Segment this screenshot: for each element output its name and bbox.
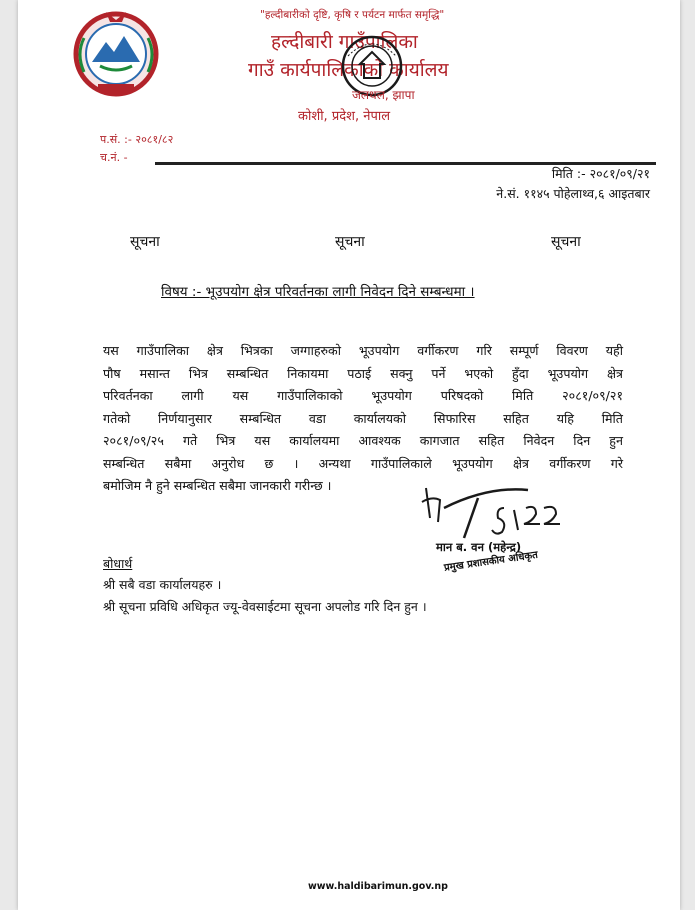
body-line: गतेको निर्णयानुसार सम्बन्धित वडा कार्यालयको सिफारिस सहित यहि मिति: [103, 410, 623, 426]
date-nepal-sambat: ने.सं. ११४५ पोहेलाथ्व,६ आइतबार: [496, 186, 650, 201]
date-bs: मिति :- २०८१/०९/२१: [551, 166, 650, 181]
signatory-name: मान ब. वन (महेन्द्र): [436, 540, 522, 554]
slogan: "हल्दीबारीको दृष्टि, कृषि र पर्यटन मार्फत समृद्धि": [260, 9, 445, 21]
body-line: बमोजिम नै हुने सम्बन्धित सबैमा जानकारी गरीन्छ ।: [103, 478, 332, 493]
address-line-1: जलथल, झापा: [352, 88, 415, 102]
address-line-2: कोशी, प्रदेश, नेपाल: [298, 109, 391, 124]
notice-label: सूचना: [335, 234, 365, 250]
letter-page: [18, 0, 680, 910]
reference-number: प.सं. :- २०८१/८२: [100, 133, 174, 146]
body-line: यस गाउँपालिका क्षेत्र भित्रका जग्गाहरुको भूउपयोग वर्गीकरण गरि सम्पूर्ण विवरण यही: [103, 343, 623, 358]
notice-body: [103, 340, 623, 498]
subject-line: विषय :- भूउपयोग क्षेत्र परिवर्तनका लागी निवेदन दिने सम्बन्धमा ।: [161, 284, 475, 300]
footer-website: www.haldibarimun.gov.np: [308, 881, 448, 892]
notice-label: सूचना: [130, 234, 160, 250]
dispatch-number: च.नं. -: [100, 151, 128, 164]
body-line: परिवर्तनका लागी यस गाउँपालिकाको भूउपयोग परिषदको मिति २०८१/०९/२१: [103, 388, 623, 403]
body-line: सम्बन्धित सबैमा अनुरोध छ । अन्यथा गाउँपालिकाले भूउपयोग क्षेत्र वर्गीकरण गरे: [103, 455, 623, 471]
handwritten-signature: [418, 478, 568, 548]
body-line: पौष मसान्त भित्र सम्बन्धित निकायमा पठाई सक्नु पर्ने भएको हुँदा भूउपयोग क्षेत्र: [103, 365, 623, 381]
office-name: गाउँ कार्यपालिकाको कार्यालय: [248, 59, 449, 81]
cc-item: श्री सबै वडा कार्यालयहरु ।: [103, 577, 222, 592]
body-line: २०८१/०९/२५ गते भित्र यस कार्यालयमा आवश्यक कागजात सहित निवेदन दिन हुन: [103, 433, 623, 448]
notice-label: सूचना: [551, 234, 581, 250]
org-name: हल्दीबारी गाउँपालिका: [271, 31, 418, 53]
signatory-title: प्रमुख प्रशासकीय अधिकृत: [443, 549, 539, 574]
cc-label: बोधार्थ: [103, 556, 133, 571]
cc-item: श्री सूचना प्रविधि अधिकृत ज्यू-वेवसाईटमा सूचना अपलोड गरि दिन हुन ।: [103, 599, 427, 614]
nepal-emblem-icon: [70, 8, 162, 98]
